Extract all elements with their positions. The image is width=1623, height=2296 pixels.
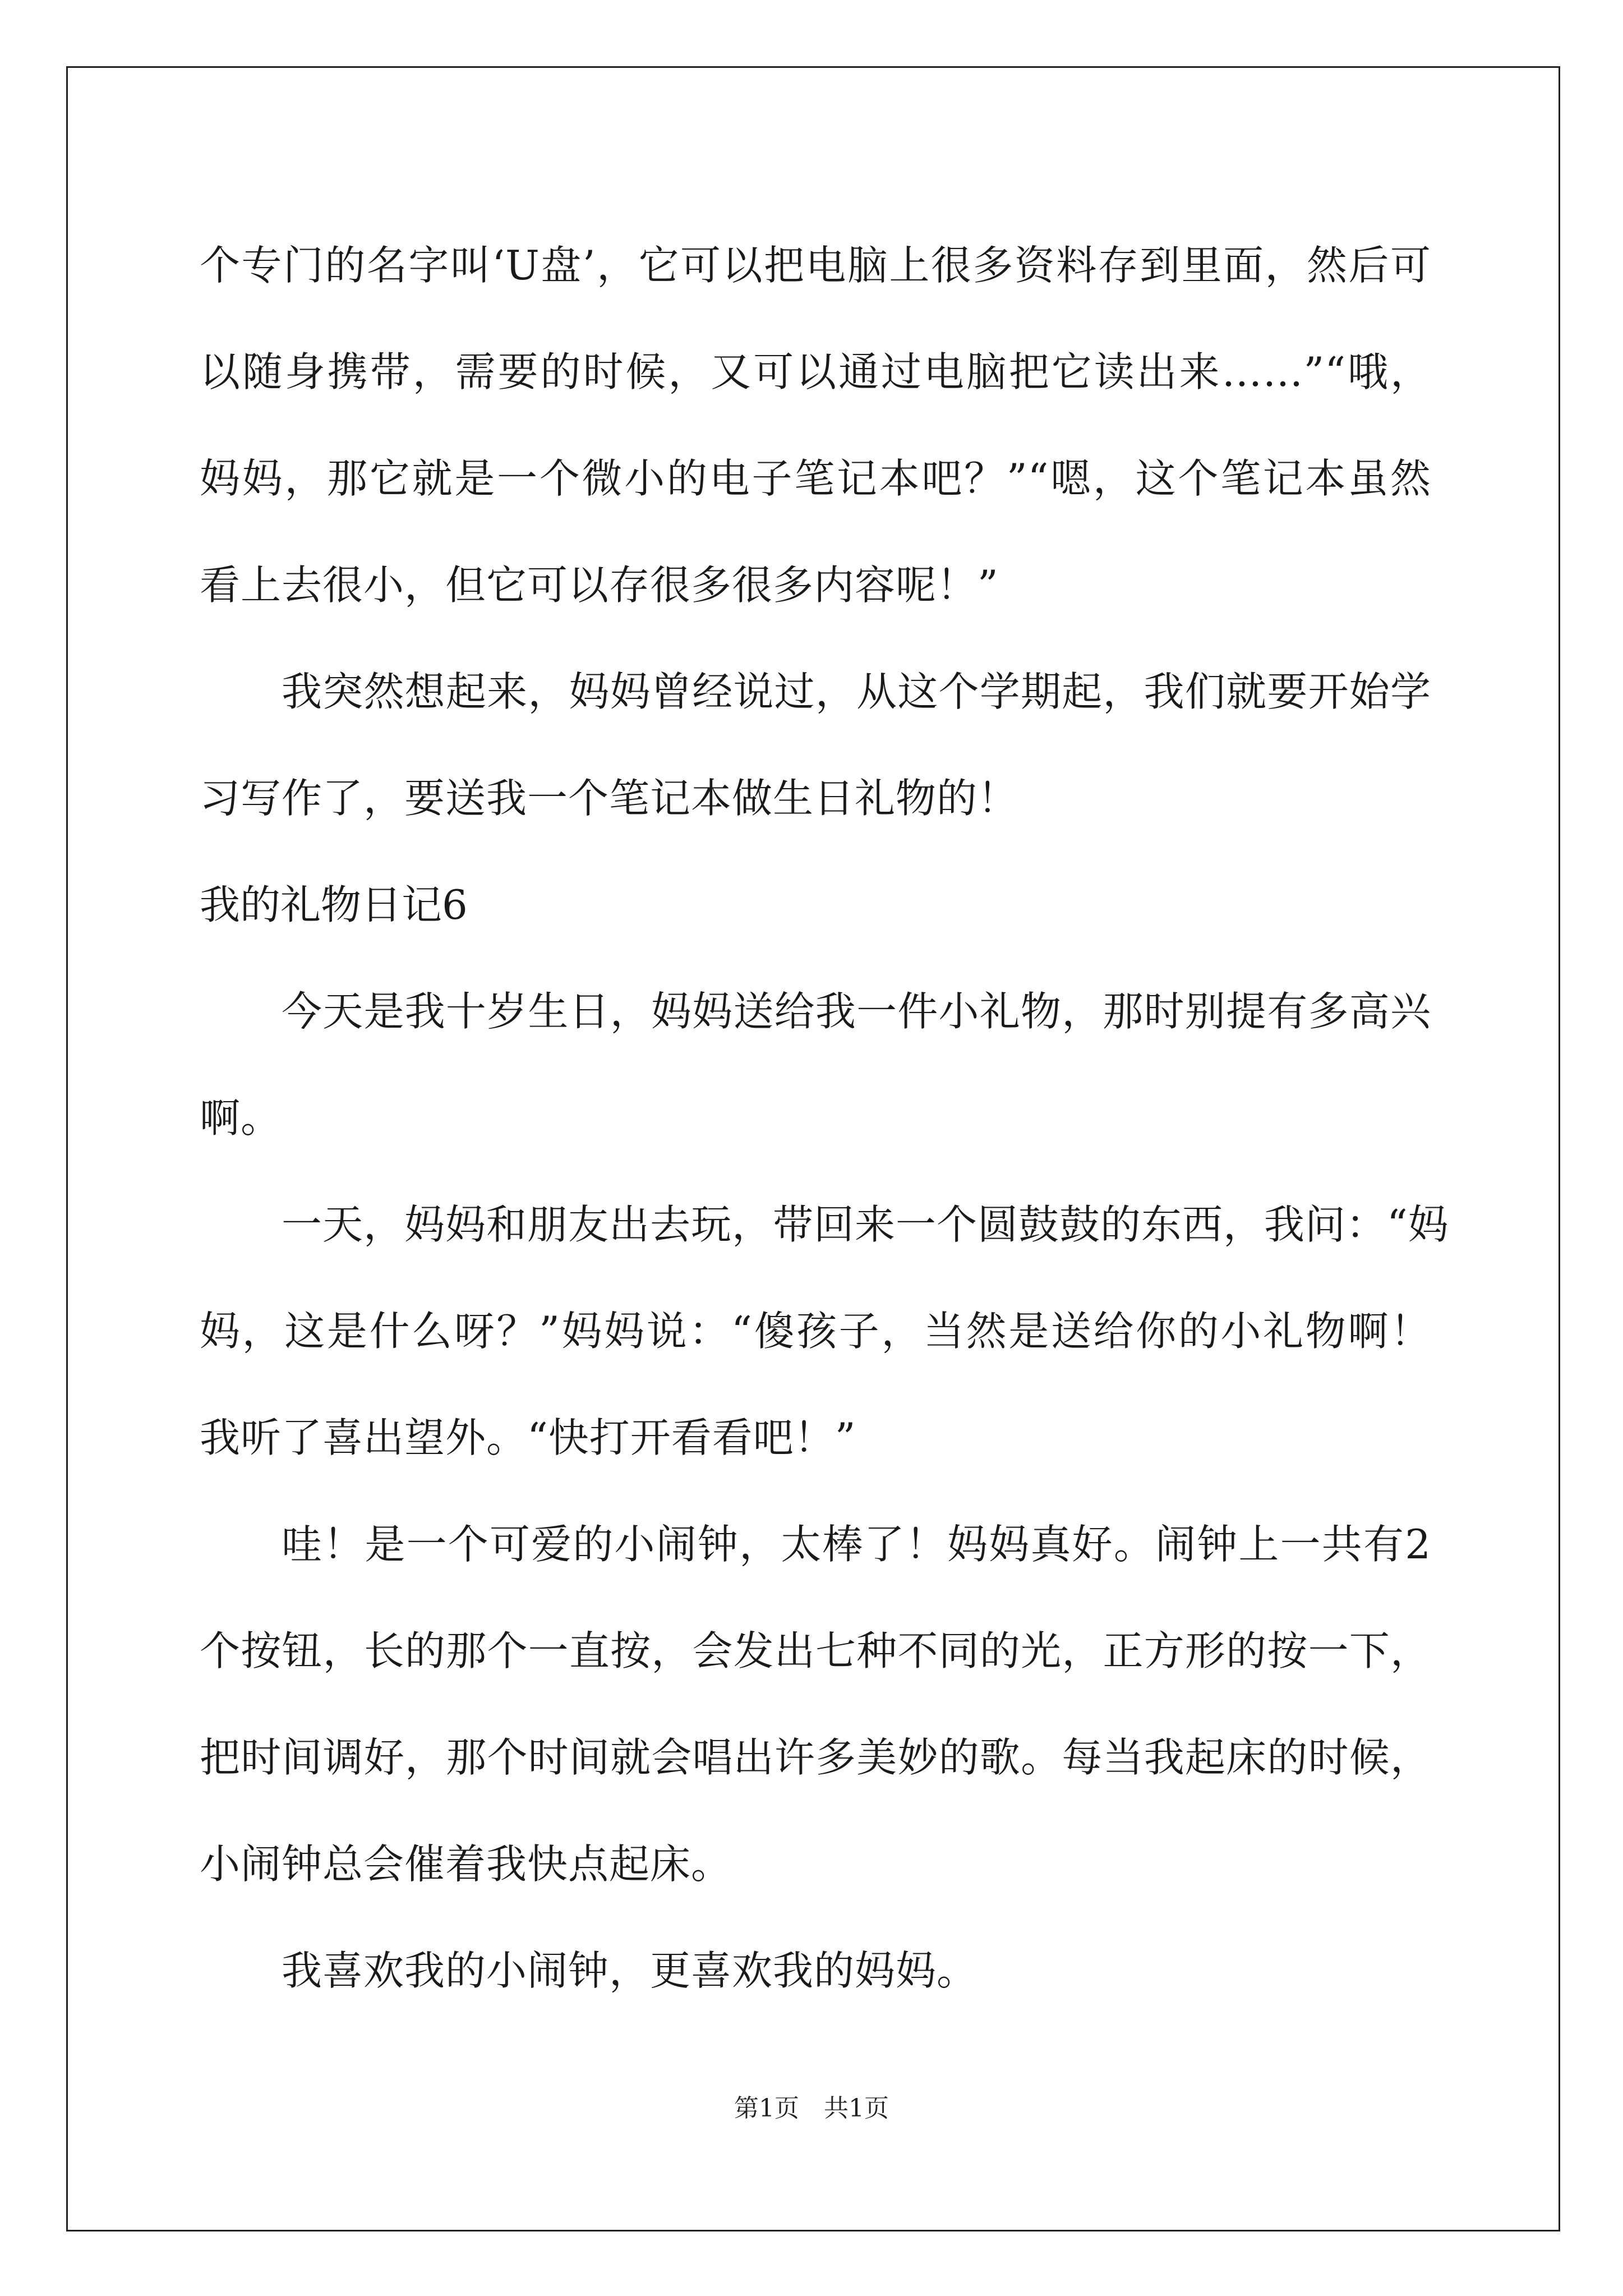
text-line: 以随身携带，需要的时候，又可以通过电脑把它读出来……”“哦，	[200, 348, 1431, 395]
text-line: 习写作了，要送我一个笔记本做生日礼物的！	[200, 775, 1019, 822]
text-line: 哇！是一个可爱的小闹钟，太棒了！妈妈真好。闹钟上一共有2	[282, 1521, 1431, 1568]
text-line: 看上去很小，但它可以存很多很多内容呢！”	[200, 562, 999, 609]
text-line: 个专门的名字叫‘U盘’，它可以把电脑上很多资料存到里面，然后可	[200, 242, 1431, 289]
text-line: 把时间调好，那个时间就会唱出许多美妙的歌。每当我起床的时候，	[200, 1734, 1431, 1781]
section-heading: 我的礼物日记6	[200, 881, 468, 928]
document-body	[200, 212, 1449, 2024]
page-number-total: 共1页	[824, 2094, 889, 2123]
text-line: 个按钮，长的那个一直按，会发出七种不同的光，正方形的按一下，	[200, 1627, 1431, 1674]
text-line: 小闹钟总会催着我快点起床。	[200, 1841, 732, 1888]
page-number-current: 第1页	[734, 2094, 799, 2123]
page-footer	[0, 2088, 1623, 2124]
text-line: 今天是我十岁生日，妈妈送给我一件小礼物，那时别提有多高兴	[282, 988, 1431, 1035]
text-line: 妈妈，那它就是一个微小的电子笔记本吧？”“嗯，这个笔记本虽然	[200, 455, 1431, 502]
text-line: 妈，这是什么呀？”妈妈说：“傻孩子，当然是送给你的小礼物啊！	[200, 1308, 1431, 1355]
text-line: 啊。	[200, 1094, 282, 1142]
text-line: 我突然想起来，妈妈曾经说过，从这个学期起，我们就要开始学	[282, 668, 1431, 715]
text-line: 一天，妈妈和朋友出去玩，带回来一个圆鼓鼓的东西，我问：“妈	[282, 1201, 1449, 1248]
text-line: 我喜欢我的小闹钟，更喜欢我的妈妈。	[282, 1947, 978, 1994]
text-line: 我听了喜出望外。“快打开看看吧！”	[200, 1414, 856, 1461]
